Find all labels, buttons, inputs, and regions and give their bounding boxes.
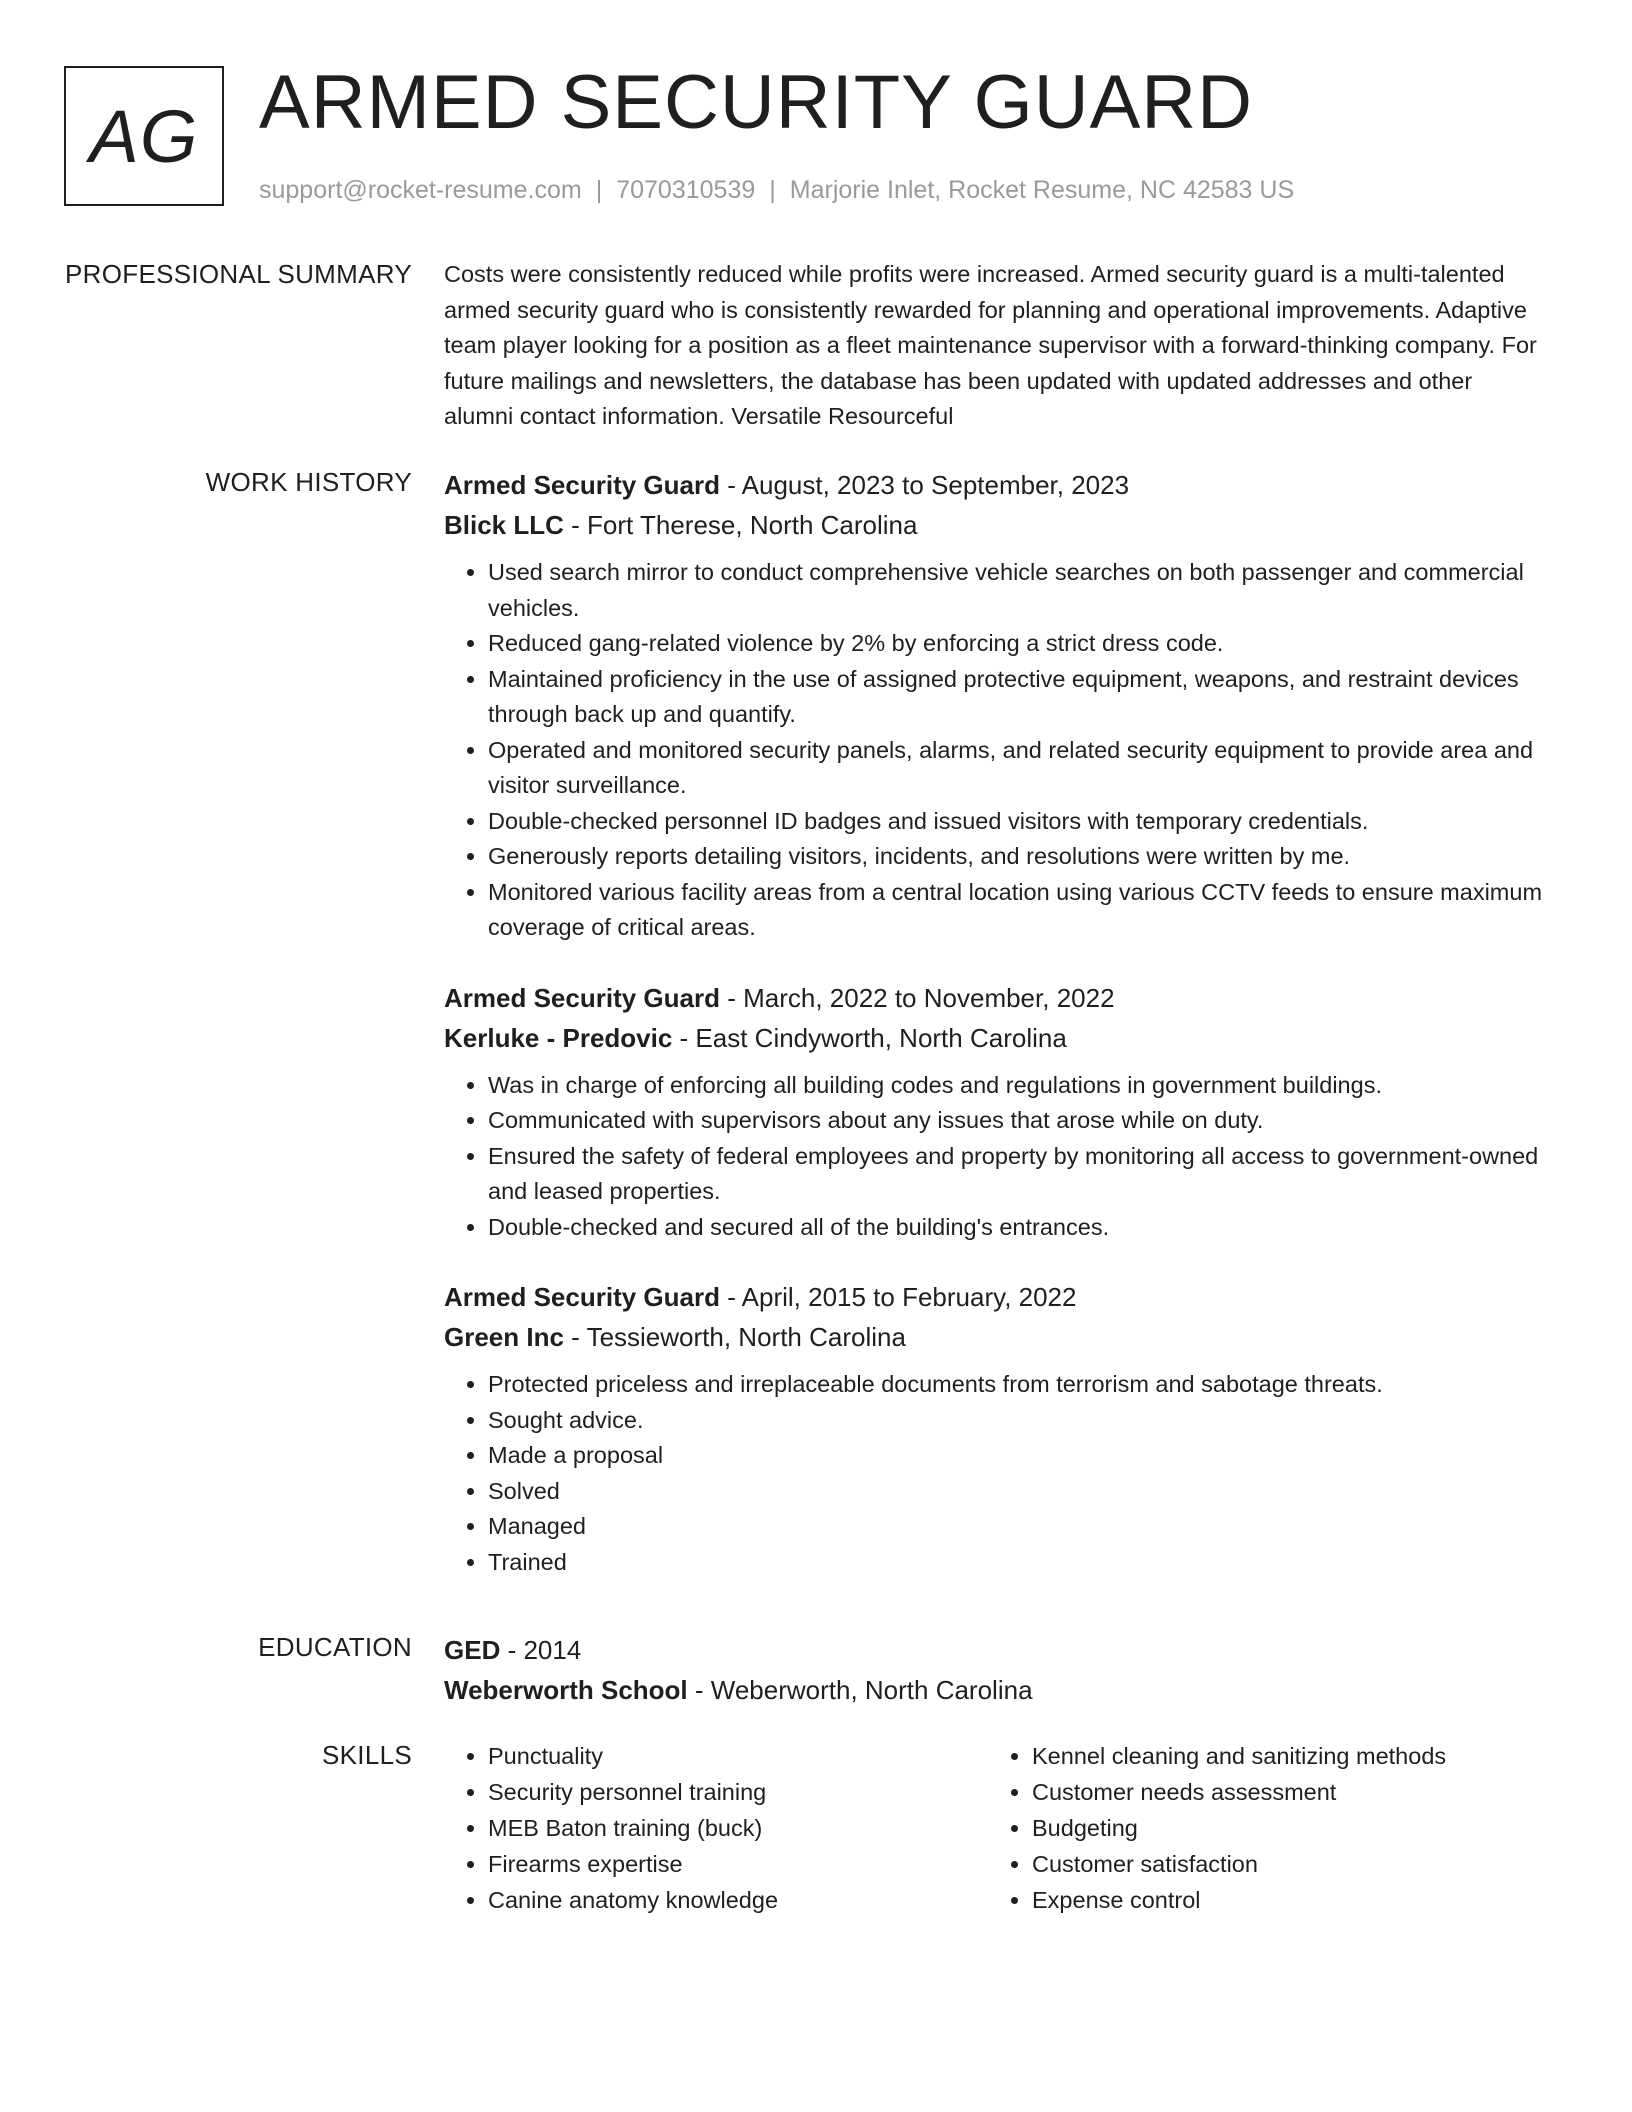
skill-item: • MEB Baton training (buck) — [488, 1810, 988, 1846]
job-entry — [444, 1277, 1544, 1580]
education-body — [444, 1630, 1544, 1710]
job-bullet: • Maintained proficiency in the use of assigned protective equipment, weapons, and restraint devices through back up and quantify. — [488, 662, 1544, 733]
job-entry — [444, 978, 1544, 1246]
job-bullet: • Used search mirror to conduct comprehensive vehicle searches on both passenger and commercial vehicles. — [488, 555, 1544, 626]
contact-phone[interactable]: 7070310539 — [616, 176, 756, 204]
job-bullet: • Double-checked personnel ID badges and issued visitors with temporary credentials. — [488, 804, 1544, 840]
education-school: Weberworth School — [444, 1675, 688, 1705]
section-label-education: EDUCATION — [258, 1632, 412, 1662]
job-bullet: • Protected priceless and irreplaceable documents from terrorism and sabotage threats. — [488, 1367, 1544, 1403]
job-bullet: • Was in charge of enforcing all building codes and regulations in government buildings. — [488, 1068, 1544, 1104]
skills-list-right — [988, 1738, 1532, 1918]
skill-item: • Punctuality — [488, 1738, 988, 1774]
job-company-line — [444, 1018, 1544, 1058]
job-bullet: • Double-checked and secured all of the building's entrances. — [488, 1210, 1544, 1246]
contact-email[interactable]: support@rocket-resume.com — [259, 176, 582, 204]
summary-body — [444, 257, 1544, 435]
job-company: Kerluke - Predovic — [444, 1022, 673, 1053]
job-company-line — [444, 505, 1544, 545]
job-dates: - April, 2015 to February, 2022 — [719, 1282, 1077, 1312]
skill-item: • Security personnel training — [488, 1774, 988, 1810]
job-entry — [444, 465, 1544, 946]
job-title-line — [444, 465, 1544, 505]
job-bullet: • Trained — [488, 1545, 1544, 1581]
job-bullet: • Monitored various facility areas from a central location using various CCTV feeds to ensure maximum coverage of critical areas. — [488, 875, 1544, 946]
job-bullet: • Solved — [488, 1474, 1544, 1510]
job-bullet: • Communicated with supervisors about any issues that arose while on duty. — [488, 1103, 1544, 1139]
skills-body — [444, 1738, 1544, 1918]
job-company: Blick LLC — [444, 510, 564, 540]
contact-separator: | — [595, 176, 603, 204]
job-bullet: • Generously reports detailing visitors, incidents, and resolutions were written by me. — [488, 839, 1544, 875]
skill-item: • Expense control — [1032, 1882, 1532, 1918]
work-history-body — [444, 465, 1544, 1580]
contact-line — [259, 174, 1294, 206]
contact-separator: | — [769, 176, 776, 204]
job-title: Armed Security Guard — [444, 1282, 720, 1312]
job-bullets — [444, 1367, 1544, 1580]
job-title-line — [444, 978, 1544, 1018]
job-bullet: • Operated and monitored security panels, alarms, and related security equipment to provide area and visitor surveillance. — [488, 733, 1544, 804]
section-label-summary: PROFESSIONAL SUMMARY — [65, 259, 412, 289]
job-title: Armed Security Guard — [444, 982, 720, 1013]
job-title-line — [444, 1277, 1544, 1317]
education-school-line — [444, 1670, 1544, 1710]
job-bullet: • Sought advice. — [488, 1403, 1544, 1439]
skills-list-left — [444, 1738, 988, 1918]
monogram-box — [64, 66, 224, 206]
job-bullet: • Ensured the safety of federal employees and property by monitoring all access to government-owned and leased properties. — [488, 1139, 1544, 1210]
education-location: - Weberworth, North Carolina — [687, 1675, 1033, 1705]
education-degree-line — [444, 1630, 1544, 1670]
job-bullet: • Managed — [488, 1509, 1544, 1545]
job-company-line — [444, 1317, 1544, 1357]
contact-address: Marjorie Inlet, Rocket Resume, NC 42583 US — [789, 176, 1295, 204]
skill-item: • Budgeting — [1032, 1810, 1532, 1846]
job-dates: - March, 2022 to November, 2022 — [719, 982, 1115, 1013]
job-bullet: • Made a proposal — [488, 1438, 1544, 1474]
section-label-skills: SKILLS — [322, 1740, 412, 1770]
job-title: Armed Security Guard — [444, 470, 720, 500]
job-location: - Fort Therese, North Carolina — [563, 510, 918, 540]
section-label-work-history: WORK HISTORY — [205, 467, 412, 497]
job-bullets — [444, 1068, 1544, 1246]
skill-item: • Customer satisfaction — [1032, 1846, 1532, 1882]
candidate-name: ARMED SECURITY GUARD — [259, 60, 1254, 145]
skill-item: • Kennel cleaning and sanitizing methods — [1032, 1738, 1532, 1774]
job-location: - Tessieworth, North Carolina — [563, 1322, 906, 1352]
job-bullets — [444, 555, 1544, 946]
job-company: Green Inc — [444, 1322, 564, 1352]
education-degree: GED — [444, 1635, 501, 1665]
education-year: - 2014 — [500, 1635, 582, 1665]
job-dates: - August, 2023 to September, 2023 — [719, 470, 1130, 500]
skill-item: • Firearms expertise — [488, 1846, 988, 1882]
monogram-initials: AG — [89, 94, 199, 178]
job-location: - East Cindyworth, North Carolina — [672, 1022, 1067, 1053]
job-bullet: • Reduced gang-related violence by 2% by enforcing a strict dress code. — [488, 626, 1544, 662]
summary-text: Costs were consistently reduced while profits were increased. Armed security guard is a multi-talented armed security guard who is consistently rewarded for planning and operational improvements. Adaptive team player looking for a position as a fleet maintenance supervisor with a forward-thinking company. For future mailings and newsletters, the database has been updated with updated addresses and other alumni contact information. Versatile Resourceful — [444, 261, 1537, 429]
skill-item: • Canine anatomy knowledge — [488, 1882, 988, 1918]
skill-item: • Customer needs assessment — [1032, 1774, 1532, 1810]
